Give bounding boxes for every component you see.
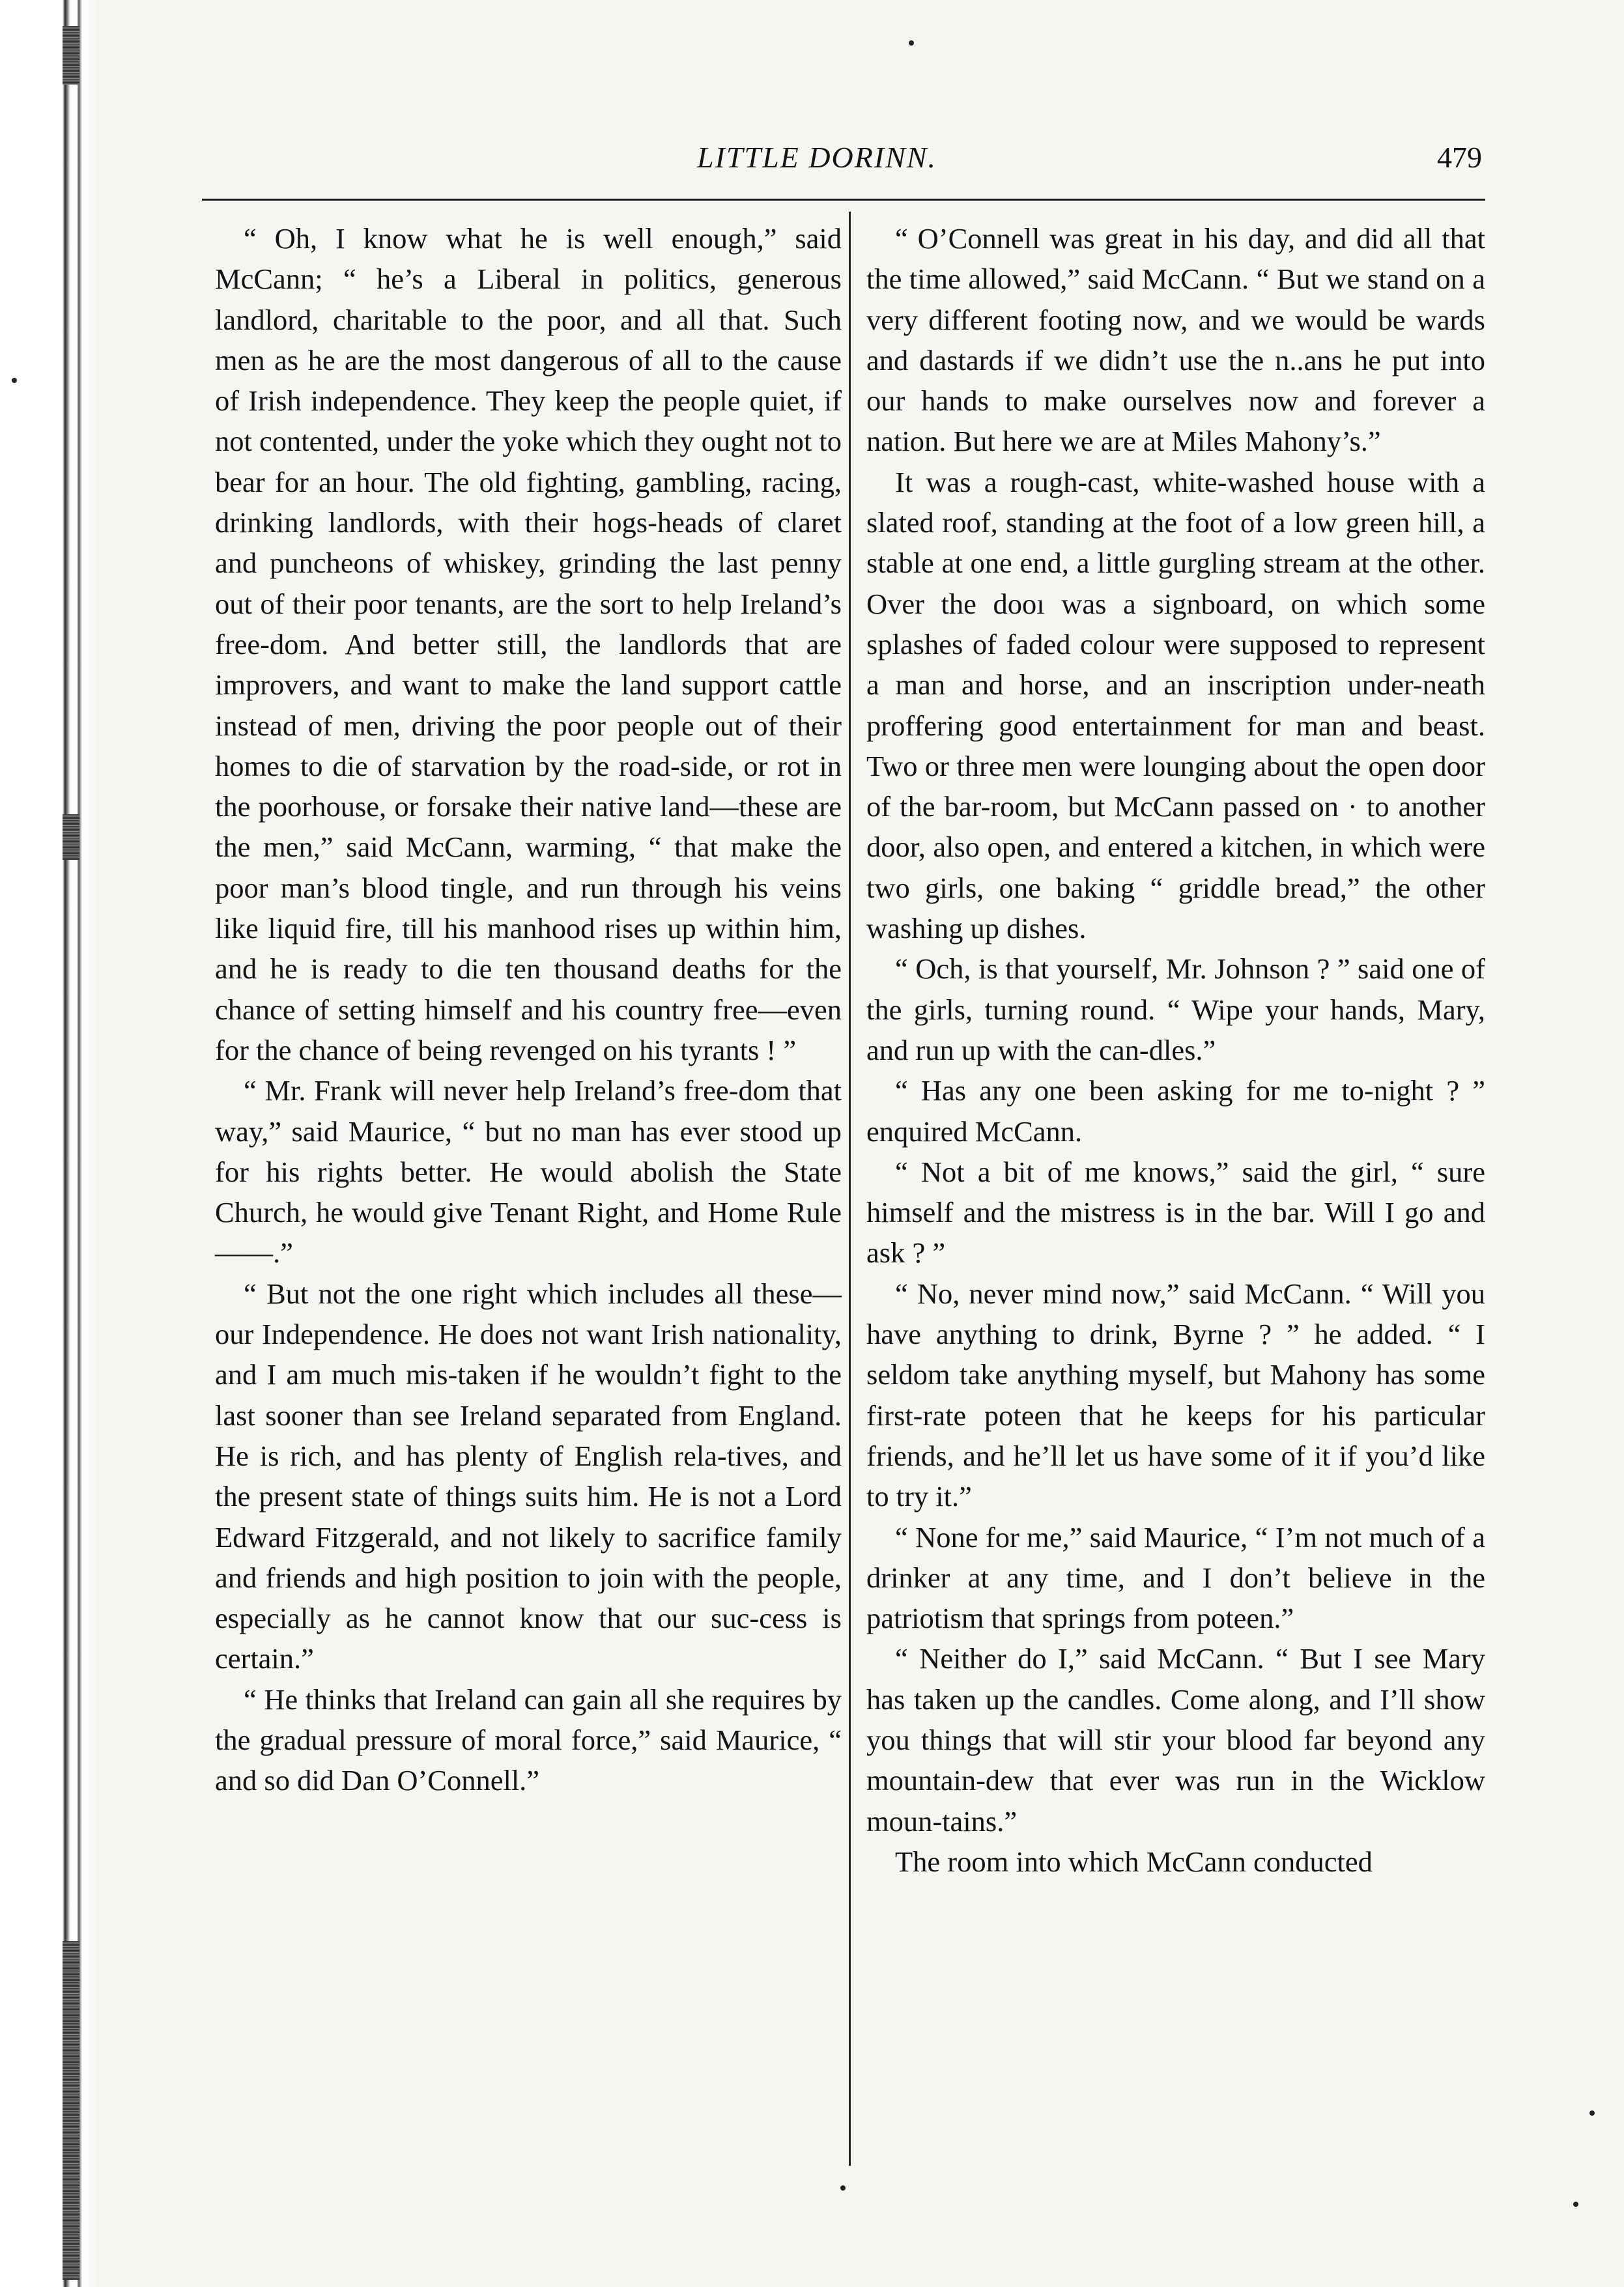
paragraph: “ Neither do I,” said McCann. “ But I see Mary has taken up the candles. Come along, and I’ll show you things that will stir your blood far beyond any mountain-dew that ever was run in the Wicklow moun-tains.”	[866, 1642, 1485, 1838]
spine-mark	[63, 26, 79, 85]
paragraph: It was a rough-cast, white-washed house with a slated roof, standing at the foot of a low green hill, a stable at one end, a little gurgling stream at the other. Over the dooı was a signboard, on which some splashes of faded colour were supposed to represent a man and horse, and an inscription under-neath proffering good entertainment for man and beast. Two or three men were lounging about the open door of the bar-room, but McCann passed on · to another door, also open, and entered a kitchen, in which were two girls, one baking “ griddle bread,” the other washing up dishes.	[866, 465, 1485, 945]
spine-mark	[63, 1941, 79, 2280]
print-speck	[840, 2185, 846, 2191]
paragraph: “ But not the one right which includes all these—our Independence. He does not want Irish nationality, and I am much mis-taken if he wouldn’t fight to the last sooner than see Ireland separated from England. He is rich, and has plenty of English rela-tives, and the present state of things suits him. He is not a Lord Edward Fitzgerald, and not likely to sacrifice family and friends and high position to join with the people, especially as he cannot know that our suc-cess is certain.”	[215, 1277, 842, 1675]
column-divider	[849, 212, 851, 2166]
paragraph: “ Mr. Frank will never help Ireland’s free-dom that way,” said Maurice, “ but no man has ever stood up for his rights better. He would abolish the State Church, he would give Tenant Right, and Home Rule ——.”	[215, 1074, 842, 1270]
book-spine-edge	[0, 0, 98, 2287]
paragraph: “ No, never mind now,” said McCann. “ Will you have anything to drink, Byrne ? ” he added. “ I seldom take anything myself, but Mahony has some first-rate poteen that he keeps for his particular friends, and he’ll let us have some of it if you’d like to try it.”	[866, 1277, 1485, 1513]
running-title: LITTLE DORINN.	[697, 141, 937, 174]
print-speck	[909, 40, 914, 46]
paragraph: “ Oh, I know what he is well enough,” said McCann; “ he’s a Liberal in politics, generous landlord, charitable to the poor, and all that. Such men as he are the most dangerous of all to the cause of Irish independence. They keep the people quiet, if not contented, under the yoke which they ought not to bear for an hour. The old fighting, gambling, racing, drinking landlords, with their hogs-heads of claret and puncheons of whiskey, grinding the last penny out of their poor tenants, are the sort to help Ireland’s free-dom. And better still, the landlords that are improvers, and want to make the land support cattle instead of men, driving the poor people out of their homes to die of starvation by the road-side, or rot in the poorhouse, or forsake their native land—these are the men,” said McCann, warming, “ that make the poor man’s blood tingle, and run through his veins like liquid fire, till his manhood rises up within him, and he is ready to die ten thousand deaths for the chance of setting himself and his country free—even for the chance of being revenged on his tyrants ! ”	[215, 222, 842, 1066]
left-column	[215, 218, 842, 1801]
print-speck	[12, 378, 17, 383]
paragraph: “ None for me,” said Maurice, “ I’m not much of a drinker at any time, and I don’t believe in the patriotism that springs from poteen.”	[866, 1520, 1485, 1635]
paragraph: “ O’Connell was great in his day, and did all that the time allowed,” said McCann. “ But we stand on a very different footing now, and we would be wards and dastards if we didn’t use the n..ans he put into our hands to make ourselves now and forever a nation. But here we are at Miles Mahony’s.”	[866, 222, 1485, 458]
paragraph: “ Not a bit of me knows,” said the girl, “ sure himself and the mistress is in the bar. Will I go and ask ? ”	[866, 1155, 1485, 1270]
spine-mark	[63, 814, 79, 860]
paragraph: “ He thinks that Ireland can gain all she requires by the gradual pressure of moral force,” said Maurice, “ and so did Dan O’Connell.”	[215, 1683, 842, 1797]
paragraph: The room into which McCann conducted	[895, 1845, 1373, 1878]
paragraph: “ Och, is that yourself, Mr. Johnson ? ” said one of the girls, turning round. “ Wipe your hands, Mary, and run up with the can-dles.”	[866, 952, 1485, 1066]
paragraph: “ Has any one been asking for me to-night ? ” enquired McCann.	[866, 1074, 1485, 1148]
page-number: 479	[1437, 141, 1482, 174]
header-rule	[202, 199, 1485, 201]
print-speck	[1573, 2202, 1578, 2207]
print-speck	[1589, 2110, 1595, 2116]
running-header	[215, 140, 1485, 192]
right-column	[866, 218, 1485, 1882]
